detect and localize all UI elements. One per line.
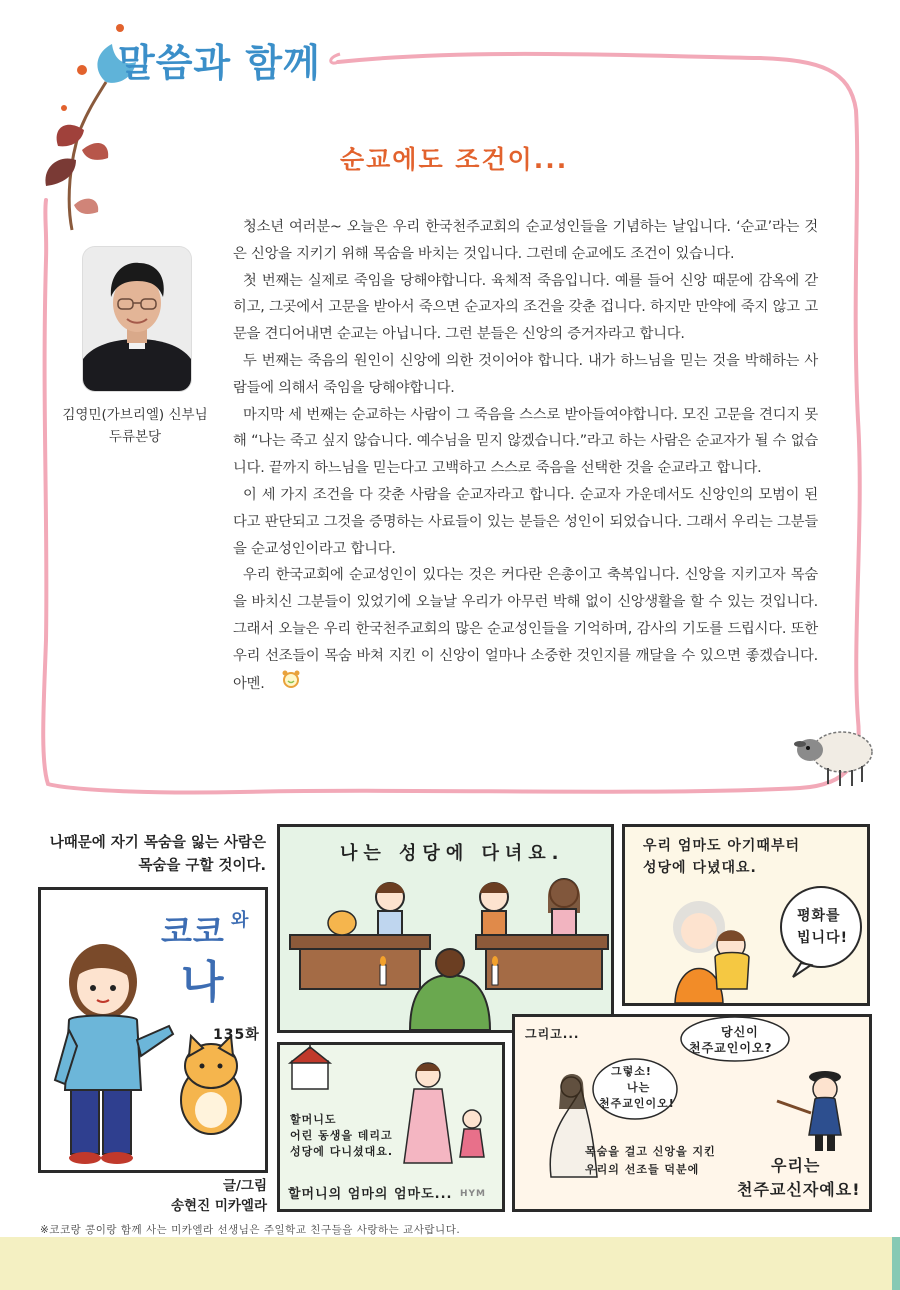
- panel-grandmother-bottom: 할머니의 엄마의 엄마도...: [288, 1187, 453, 1202]
- panel-martyrs-big-2: 천주교신자예요!: [737, 1180, 861, 1199]
- comic-title-panel: [38, 887, 268, 1173]
- priest-caption: [45, 404, 225, 448]
- series-title-b: 와: [231, 910, 250, 931]
- section-title: 말씀과 함께: [118, 41, 321, 85]
- episode-number: 135화: [213, 1027, 260, 1043]
- quote-line: 나때문에 자기 목숨을 잃는 사람은: [49, 835, 266, 851]
- comic-bible-quote: [40, 832, 266, 878]
- priest-portrait: [83, 247, 191, 391]
- article-paragraph: 청소년 여러분~ 오늘은 우리 한국천주교회의 순교성인들을 기념하는 날입니다. ‘순교’라는 것은 신앙을 지키기 위해 목숨을 바치는 것입니다. 그런데 순교에도 조건이 있습니다.: [233, 219, 818, 262]
- martyr-bubble-1: 그렇소!: [611, 1065, 652, 1078]
- panel-mother-text-2: 성당에 다녔대요.: [643, 860, 757, 876]
- bottom-band: [0, 1237, 900, 1290]
- comic-panel-mother: [622, 824, 870, 1006]
- article-paragraph: 마지막 세 번째는 순교하는 사람이 그 죽음을 스스로 받아들여야합니다. 모진 고문을 견디지 못해 “나는 죽고 싶지 않습니다. 예수님을 믿지 않겠습니다.”라고 하는 사람은 순교자가 될 수 없습니다. 끝까지 하느님을 믿는다고 고백하고 스스로 죽음을 선택한 것을 순교라고 합니다.: [233, 406, 818, 477]
- series-title-a: 코코: [161, 912, 225, 950]
- bottom-band-edge: [892, 1237, 900, 1290]
- article-body: [233, 214, 818, 697]
- series-title-c: 나: [181, 957, 225, 1008]
- comic-panel-grandmother: [277, 1042, 505, 1212]
- credit-author: 송현진 미카엘라: [171, 1198, 267, 1214]
- panel-mother-text-1: 우리 엄마도 아기때부터: [643, 838, 800, 854]
- martyr-bubble-3: 천주교인이오!: [599, 1097, 675, 1110]
- sheep-illustration: [788, 722, 880, 788]
- article-paragraph: 두 번째는 죽음의 원인이 신앙에 의한 것이어야 합니다. 내가 하느님을 믿는 것을 박해하는 사람들에 의해서 죽임을 당해야합니다.: [233, 352, 818, 396]
- quote-line: 목숨을 구할 것이다.: [138, 858, 266, 874]
- article-paragraph: 이 세 가지 조건을 다 갖춘 사람을 순교자라고 합니다. 순교자 가운데서도 신앙인의 모범이 된다고 판단되고 그것을 증명하는 사료들이 있는 분들은 성인이 되었습니다. 그래서 우리는 그분들을 순교성인이라고 합니다.: [233, 486, 818, 557]
- credit-line: 글/그림: [222, 1178, 267, 1194]
- priest-name: 김영민(가브리엘) 신부님: [62, 407, 208, 423]
- article-paragraph-text: 우리 한국교회에 순교성인이 있다는 것은 커다란 은총이고 축복입니다. 신앙을 지키고자 목숨을 바치신 그분들이 있었기에 오늘날 우리가 아무런 박해 없이 신앙생활을 할 수 있는 것입니다. 그래서 오늘은 우리 한국천주교회의 많은 순교성인들을 기억하며, 감사의 기도를 드립시다. 또한 우리 선조들이 목숨 바쳐 지킨 이 신앙이 얼마나 소중한 것인지를 깨달을 수 있으면 좋겠습니다. 아멘.: [233, 567, 818, 692]
- panel-grandmother-text-2: 어린 동생을 데리고: [290, 1129, 393, 1142]
- soldier-bubble-1: 당신이: [721, 1025, 759, 1039]
- article-paragraph: 첫 번째는 실제로 죽임을 당해야합니다. 육체적 죽음입니다. 예를 들어 신앙 때문에 감옥에 갇히고, 그곳에서 고문을 받아서 죽으면 순교자의 조건을 갖춘 겁니다. 하지만 만약에 죽지 않고 고문을 견디어내면 순교는 아닙니다. 그런 분들은 신앙의 증거자라고 합니다.: [233, 272, 818, 343]
- article-paragraph-last: [233, 562, 818, 697]
- comic-credit: [150, 1176, 267, 1216]
- speech-bubble-peace-1: 평화를: [797, 908, 841, 924]
- comic-footnote: ※코코랑 콩이랑 함께 사는 미카엘라 선생님은 주일학교 친구들을 사랑하는 교사랍니다.: [40, 1224, 461, 1236]
- martyr-bubble-2: 나는: [627, 1081, 651, 1094]
- alarm-clock-icon: [271, 670, 301, 698]
- panel-grandmother-text-3: 성당에 다니셨대요.: [290, 1145, 394, 1158]
- panel-martyrs-caption-2: 우리의 선조들 덕분에: [585, 1163, 700, 1176]
- panel-martyrs-caption-1: 목숨을 걸고 신앙을 지킨: [585, 1145, 716, 1158]
- panel-grandmother-text-1: 할머니도: [290, 1113, 337, 1126]
- panel-church-text: 나는 성당에 다녀요.: [340, 843, 565, 864]
- comic-panel-church: [277, 824, 614, 1033]
- comic-panel-martyrs: [512, 1014, 872, 1212]
- priest-parish: 두류본당: [108, 429, 162, 445]
- panel-martyrs-big-1: 우리는: [771, 1156, 821, 1175]
- soldier-bubble-2: 천주교인이오?: [689, 1041, 773, 1055]
- speech-bubble-peace-2: 빕니다!: [797, 930, 848, 946]
- panel-martyrs-then: 그리고...: [525, 1027, 580, 1041]
- article-title: 순교에도 조건이...: [340, 145, 569, 174]
- artist-signature: HYM: [460, 1189, 487, 1199]
